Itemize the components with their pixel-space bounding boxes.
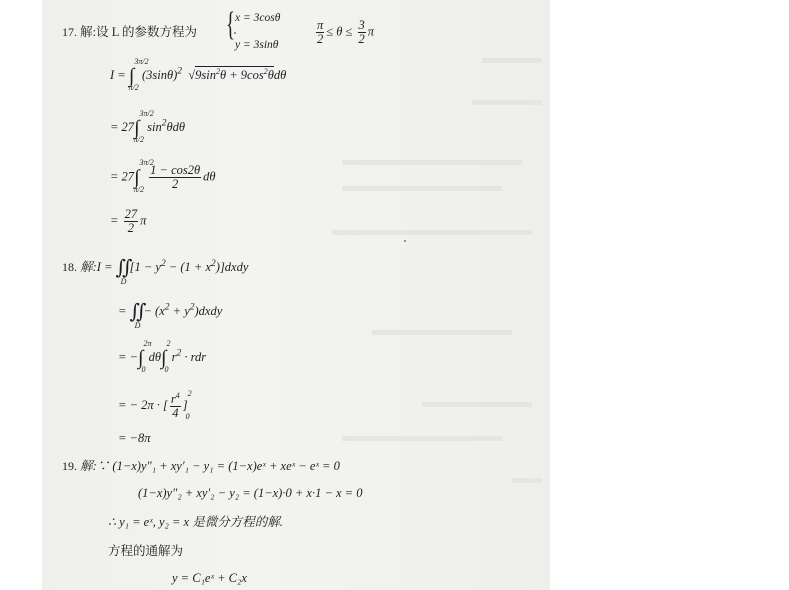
scanned-page	[42, 0, 550, 590]
param-y: y = 3sinθ	[235, 39, 279, 51]
bleed-through	[372, 330, 512, 335]
bleed-through	[342, 436, 502, 441]
param-range: $\frac{\pi}{2}$ ≤ θ ≤ $\frac{3}{2}$ π	[317, 18, 375, 47]
problem-number: 17.	[62, 25, 77, 39]
math-line-19-4: 方程的通解为	[108, 544, 184, 558]
math-line-17-2: = 27∫$^{3\pi/2}_{\pi/2}$ $\sin^2\theta d\theta$	[110, 108, 186, 145]
math-line-19-3: ∴ y₁ = eˣ, y₂ = x 是微分方程的解.	[108, 515, 283, 529]
bleed-through	[482, 58, 542, 63]
brace-glyph: {	[226, 6, 235, 43]
bleed-through	[512, 478, 542, 483]
math-line-17-1: I = ∫$^{3\pi/2}_{\pi/2}$ $(3\sin\theta)^2$ $√9\sin^2\theta + 9\cos^2\theta d\theta$	[110, 56, 287, 93]
bleed-through	[342, 160, 522, 165]
math-line-18-4: = − 2π · [ $\frac{r^4}{4}$ ]$^2_0$	[118, 388, 192, 421]
problem-17-intro: 解:设 L 的参数方程为	[80, 25, 198, 39]
math-line-19-1: 解:∵ (1−x)y″₁ + xy′₁ − y₁ = (1−x)eˣ + xeˣ − eˣ = 0	[80, 459, 340, 473]
bleed-through	[472, 100, 542, 105]
problem-19-header	[62, 460, 340, 473]
math-line-18-5: = −8π	[118, 431, 151, 445]
math-line-19-2: (1−x)y″₂ + xy′₂ − y₂ = (1−x)·0 + x·1 − x = 0	[138, 486, 363, 500]
math-line-17-4: = $\frac{27}{2}$ π	[110, 207, 147, 236]
problem-number: 19.	[62, 459, 77, 473]
param-x: x = 3cosθ	[235, 12, 281, 24]
math-line-18-2: = $∬_D - (x^2$ + $y^2)dxdy$	[118, 301, 223, 331]
bleed-through	[342, 186, 502, 191]
math-line-18-3: = −∫$^{2\pi}_0$ dθ∫$^2_0$ $r^2$ · rdr	[118, 338, 207, 375]
problem-number: 18.	[62, 259, 77, 274]
math-line-17-3: = 27∫$^{3\pi/2}_{\pi/2}$ $\frac{1 - \cos 2\theta}{2}$ dθ	[110, 158, 216, 194]
math-line-18-1: 解:I = $∬_D$ [$1 - y^2 - (1$ + $x^2)]dxdy$	[80, 257, 249, 287]
bleed-through	[332, 230, 532, 235]
math-line-19-5: y = C₁eˣ + C₂x	[172, 571, 247, 585]
problem-18-header	[62, 257, 249, 287]
speck	[404, 240, 406, 242]
bleed-through	[422, 402, 532, 407]
problem-17-header	[62, 26, 197, 39]
